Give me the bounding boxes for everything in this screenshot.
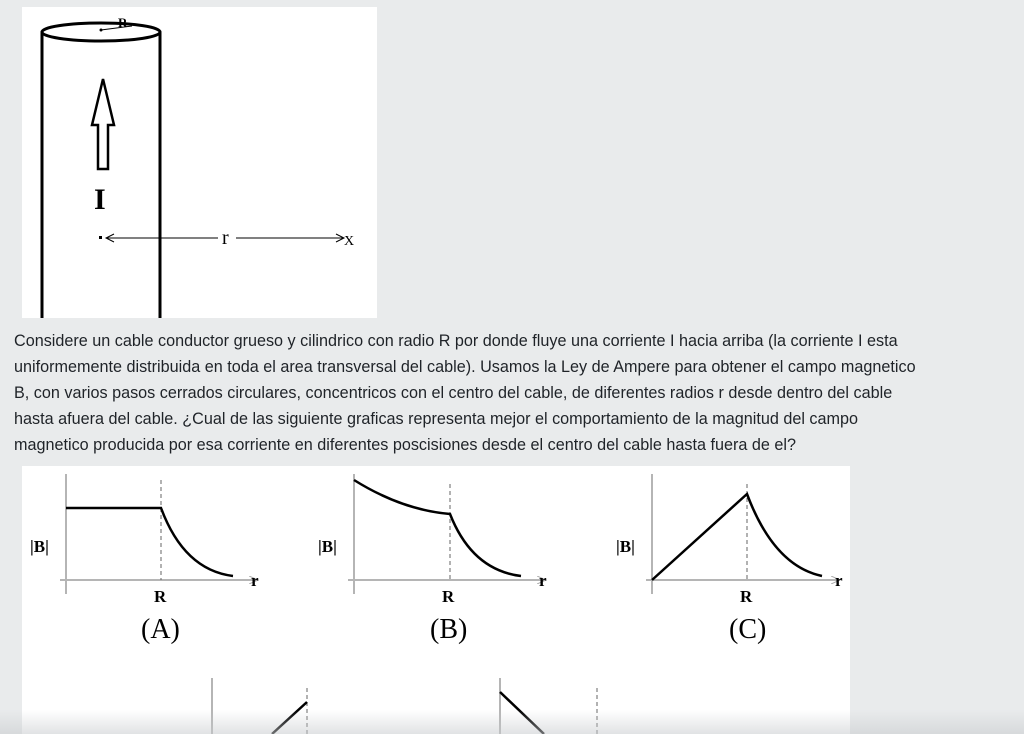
graph-c-option-label: (C) xyxy=(729,614,767,645)
graph-option-d-partial xyxy=(212,678,307,734)
graph-a-option-label: (A) xyxy=(141,614,180,645)
question-text xyxy=(14,328,1024,458)
graph-option-b[interactable] xyxy=(318,474,547,645)
answer-graphs xyxy=(22,466,850,734)
graph-a-r-tick: R xyxy=(154,587,167,606)
graph-a-x-label: r xyxy=(251,571,259,590)
current-arrow-icon xyxy=(92,79,114,169)
question-line: uniformemente distribuida en toda el area transversal del cable). Usamos la Ley de Ampere para obtener el campo magnetico xyxy=(14,358,916,376)
graph-c-x-label: r xyxy=(835,571,843,590)
graph-b-curve xyxy=(354,480,521,576)
graph-c-r-tick: R xyxy=(740,587,753,606)
distance-label: r xyxy=(222,227,229,249)
graph-option-a[interactable] xyxy=(30,474,259,645)
question-line: Considere un cable conductor grueso y cilindrico con radio R por donde fluye una corriente I hacia arriba (la corriente I esta xyxy=(14,332,898,350)
graph-b-r-tick: R xyxy=(442,587,455,606)
graph-a-y-label: |B| xyxy=(30,537,49,556)
graph-a-curve xyxy=(66,508,233,576)
graph-option-e-partial xyxy=(500,678,597,734)
current-label: I xyxy=(94,183,106,216)
graph-c-y-label: |B| xyxy=(616,537,635,556)
graph-c-curve xyxy=(652,494,822,580)
graph-b-option-label: (B) xyxy=(430,614,468,645)
radius-label: R xyxy=(118,15,128,30)
question-line: hasta afuera del cable. ¿Cual de las siguiente graficas representa mejor el comportamiento de la magnitud del campo xyxy=(14,410,859,428)
cable-top-ellipse xyxy=(42,23,160,41)
cable-diagram xyxy=(22,7,377,318)
graph-option-c[interactable] xyxy=(616,474,843,645)
question-line: B, con varios pasos cerrados circulares, concentricos con el centro del cable, de diferentes radios r desde dentro del cable xyxy=(14,384,893,402)
graph-b-x-label: r xyxy=(539,571,547,590)
point-marker: X xyxy=(344,234,355,249)
graph-b-y-label: |B| xyxy=(318,537,337,556)
question-line: magnetico producida por esa corriente en diferentes poscisiones desde el centro del cable hasta fuera de el? xyxy=(14,436,796,454)
